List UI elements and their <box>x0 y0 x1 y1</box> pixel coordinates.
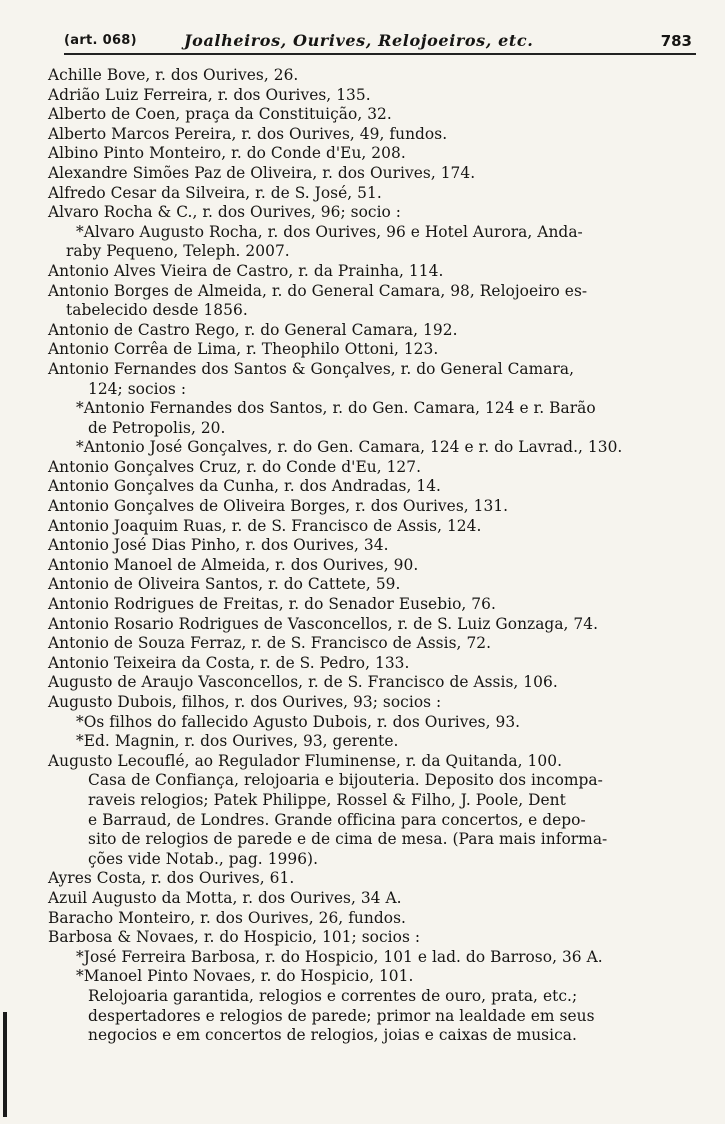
entry-line: Antonio Gonçalves de Oliveira Borges, r. dos Ourives, 131. <box>48 497 509 516</box>
entry-line: Alexandre Simões Paz de Oliveira, r. dos Ourives, 174. <box>48 163 476 182</box>
entry-line: Alvaro Rocha & C., r. dos Ourives, 96; socio : <box>48 203 402 222</box>
entry-line: Ayres Costa, r. dos Ourives, 61. <box>48 869 295 888</box>
entry-line: Augusto de Araujo Vasconcellos, r. de S. Francisco de Assis, 106. <box>48 673 558 692</box>
page-number: 783 <box>660 32 692 50</box>
entry-line: Augusto Dubois, filhos, r. dos Ourives, 93; socios : <box>48 693 442 711</box>
entry-line: Baracho Monteiro, r. dos Ourives, 26, fundos. <box>48 908 406 927</box>
entry-line: Augusto Lecouflé, ao Regulador Fluminense, r. da Quitanda, 100. <box>48 751 563 770</box>
entry-line: Antonio Teixeira da Costa, r. de S. Pedro, 133. <box>48 653 410 672</box>
entry-line: sito de relogios de parede e de cima de mesa. (Para mais informa- <box>88 830 608 849</box>
entry-line: *Antonio Fernandes dos Santos, r. do Gen. Camara, 124 e r. Barão <box>76 399 596 418</box>
entry-line: *José Ferreira Barbosa, r. do Hospicio, 101 e lad. do Barroso, 36 A. <box>76 947 603 966</box>
entry-line: Antonio de Souza Ferraz, r. de S. Francisco de Assis, 72. <box>48 634 492 653</box>
entry-line: Antonio Fernandes dos Santos & Gonçalves, r. do General Camara, <box>48 359 575 378</box>
entry-line: raby Pequeno, Teleph. 2007. <box>66 242 290 261</box>
entry-line: Antonio de Castro Rego, r. do General Camara, 192. <box>48 320 458 339</box>
scan-edge-mark <box>3 1012 7 1117</box>
entry-line: Alfredo Cesar da Silveira, r. de S. José, 51. <box>48 183 382 202</box>
entry-line: Antonio Rodrigues de Freitas, r. do Senador Eusebio, 76. <box>48 595 496 614</box>
entry-line: despertadores e relogios de parede; primor na lealdade em seus <box>88 1006 595 1025</box>
entry-line: e Barraud, de Londres. Grande officina para concertos, e depo- <box>88 810 586 829</box>
entry-line: raveis relogios; Patek Philippe, Rossel & Filho, J. Poole, Dent <box>88 790 566 809</box>
entry-line: Antonio Borges de Almeida, r. do General Camara, 98, Relojoeiro es- <box>48 281 588 300</box>
entry-line: Antonio Gonçalves Cruz, r. do Conde d'Eu, 127. <box>48 457 422 476</box>
entry-line: Casa de Confiança, relojoaria e bijouteria. Deposito dos incompa- <box>88 771 603 790</box>
entry-line: Barbosa & Novaes, r. do Hospicio, 101; socios : <box>48 928 421 947</box>
entry-line: Antonio Corrêa de Lima, r. Theophilo Ottoni, 123. <box>48 340 439 359</box>
entry-line: *Antonio José Gonçalves, r. do Gen. Camara, 124 e r. do Lavrad., 130. <box>76 438 623 457</box>
entry-line: Antonio José Dias Pinho, r. dos Ourives, 34. <box>48 536 389 555</box>
entry-line: 124; socios : <box>88 379 187 398</box>
directory-listing <box>48 66 688 1046</box>
entry-line: *Alvaro Augusto Rocha, r. dos Ourives, 96 e Hotel Aurora, Anda- <box>76 222 583 241</box>
entry-line: *Os filhos do fallecido Agusto Dubois, r. dos Ourives, 93. <box>76 712 521 731</box>
entry-line: Alberto de Coen, praça da Constituição, 32. <box>48 105 392 124</box>
page-title: Joalheiros, Ourives, Relojoeiros, etc. <box>184 31 534 50</box>
entry-line: ções vide Notab., pag. 1996). <box>88 849 319 868</box>
entry-line: *Ed. Magnin, r. dos Ourives, 93, gerente. <box>76 732 399 751</box>
entry-line: Antonio de Oliveira Santos, r. do Cattete, 59. <box>48 575 401 594</box>
article-reference: (art. 068) <box>64 33 137 48</box>
entry-line: Albino Pinto Monteiro, r. do Conde d'Eu, 208. <box>48 144 406 163</box>
entry-line: *Manoel Pinto Novaes, r. do Hospicio, 101. <box>76 967 414 986</box>
entry-line: Relojoaria garantida, relogios e correntes de ouro, prata, etc.; <box>88 986 578 1005</box>
entry-line: Azuil Augusto da Motta, r. dos Ourives, 34 A. <box>48 888 402 907</box>
entry-line: Antonio Manoel de Almeida, r. dos Ourives, 90. <box>48 555 419 574</box>
running-header <box>64 31 696 55</box>
entry-line: negocios e em concertos de relogios, joias e caixas de musica. <box>88 1026 577 1045</box>
entry-line: Antonio Alves Vieira de Castro, r. da Prainha, 114. <box>48 261 444 280</box>
entry-line: Achille Bove, r. dos Ourives, 26. <box>48 66 299 84</box>
entry-line: Antonio Gonçalves da Cunha, r. dos Andradas, 14. <box>48 477 442 496</box>
entry-line: Adrião Luiz Ferreira, r. dos Ourives, 135. <box>48 85 371 104</box>
entry-line: tabelecido desde 1856. <box>66 301 248 320</box>
entry-line: Alberto Marcos Pereira, r. dos Ourives, 49, fundos. <box>48 124 448 143</box>
entry-line: Antonio Joaquim Ruas, r. de S. Francisco de Assis, 124. <box>48 516 482 535</box>
entry-line: Antonio Rosario Rodrigues de Vasconcellos, r. de S. Luiz Gonzaga, 74. <box>48 614 599 633</box>
entry-line: de Petropolis, 20. <box>88 418 226 437</box>
